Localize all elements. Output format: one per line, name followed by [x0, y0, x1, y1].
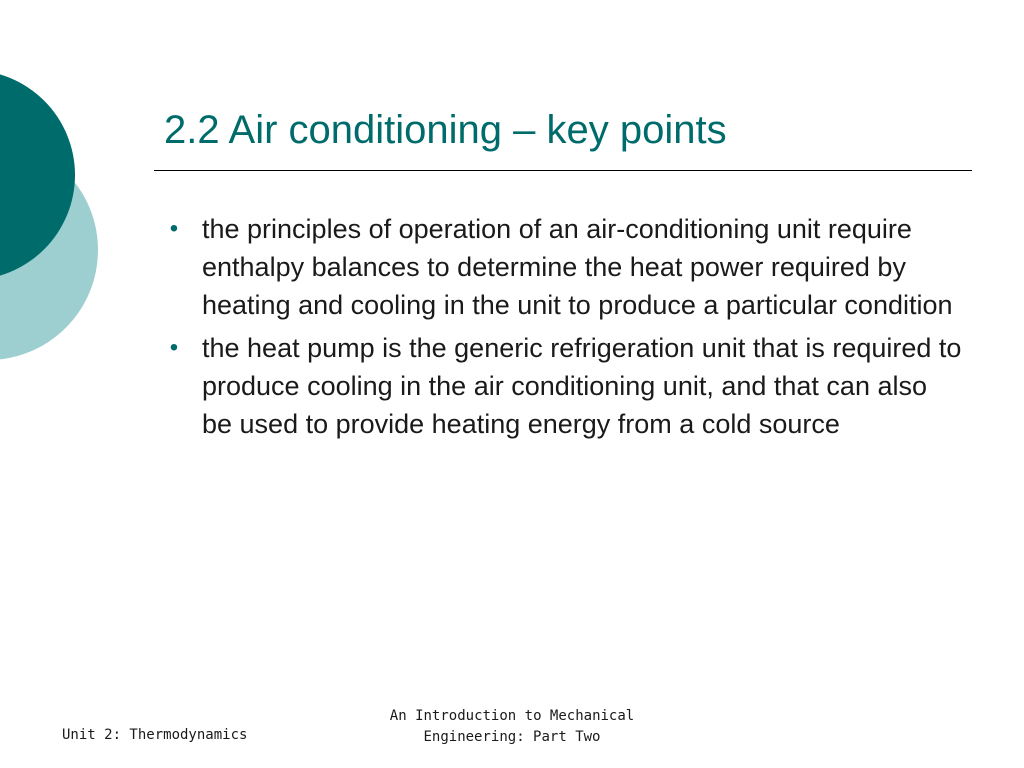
bullet-text: the principles of operation of an air-conditioning unit require enthalpy balances to determine the heat power required by heating and cooling in the unit to produce a particular condition	[202, 214, 953, 320]
bullet-marker: •	[169, 215, 179, 242]
title-divider	[154, 170, 972, 171]
decorative-circles	[0, 0, 130, 420]
footer-unit-label: Unit 2: Thermodynamics	[62, 727, 248, 743]
bullet-text: the heat pump is the generic refrigeration unit that is required to produce cooling in the air conditioning unit, and that can also be used to provide heating energy from a cold source	[202, 333, 962, 439]
bullet-item	[164, 329, 964, 443]
bullet-list	[164, 210, 964, 448]
footer-course-title-line: An Introduction to Mechanical	[389, 708, 635, 724]
footer-course-title	[362, 706, 662, 748]
slide-title: 2.2 Air conditioning – key points	[164, 108, 727, 152]
footer-course-title-line: Engineering: Part Two	[423, 729, 601, 745]
bullet-marker: •	[169, 334, 179, 361]
bullet-item	[164, 210, 964, 324]
